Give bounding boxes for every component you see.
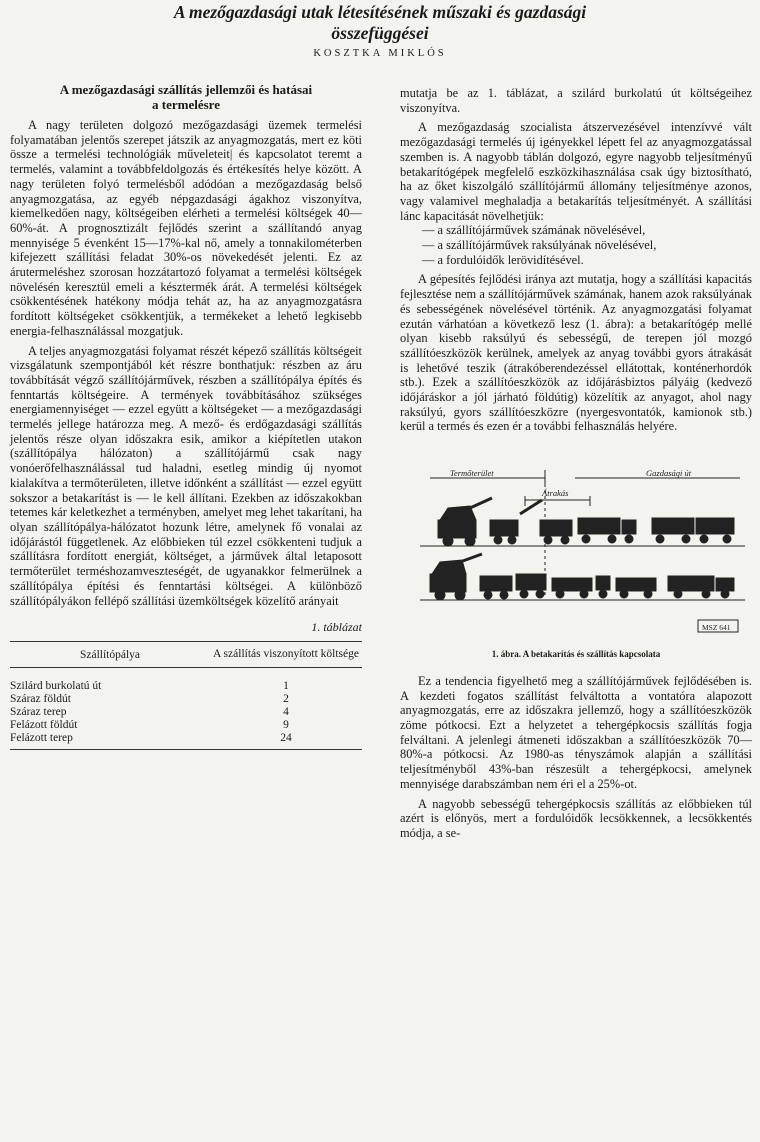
figure-caption: 1. ábra. A betakarítás és szállítás kapcsolata: [491, 649, 661, 660]
table-cell-track: Felázott földút: [10, 718, 78, 731]
right-column: [400, 86, 752, 841]
title-line-1: A mezőgazdasági utak létesítésének műszaki és gazdasági: [173, 2, 587, 22]
cost-table: [10, 641, 362, 750]
table-header-row: [10, 642, 362, 668]
figure-code: MSZ 641: [702, 623, 731, 633]
paragraph: mutatja be az 1. táblázat, a szilárd burkolatú út költségeihez viszonyítva.: [400, 86, 752, 115]
section-heading-line-1: A mezőgazdasági szállítás jellemzői és hatásai: [59, 82, 313, 97]
table-caption: 1. táblázat: [311, 620, 362, 635]
title-line-2: összefüggései: [331, 23, 429, 43]
paragraph: A nagyobb sebességű tehergépkocsis szállítás az előbbieken túl azért is előnyös, mert a fordulóidők lecsökkennek, a lecsökkentés módja, a se-: [400, 796, 752, 840]
table-cell-cost: 9: [283, 718, 289, 731]
table-cell-cost: 1: [283, 679, 289, 692]
paragraph: A mezőgazdaság szocialista átszervezésével intenzívvé vált mezőgazdasági termelés új igényekkel lépett fel az anyagmozgatással szemben is. A nagyobb táblán dolgozó, egyre nagyobb teljesítményű betakarítógépek megfelelő eszközkihasználása csak úgy biztosítható, ha az őket kiszolgáló szállítójármű állomány teljesítménye azonos, vagy valamivel meghaladja a betakarítás teljesítményét. A szállítási lánc kapacitását növelhetjük:: [400, 120, 752, 223]
table-cell-cost: 24: [280, 731, 292, 744]
section-heading: [10, 82, 362, 112]
list-item: — a szállítójárművek raksúlyának növelésével,: [422, 238, 657, 253]
table-row: [10, 680, 362, 693]
table-cell-cost: 2: [283, 692, 289, 705]
table-cell-track: Szilárd burkolatú út: [10, 679, 102, 692]
table-row: [10, 693, 362, 706]
table-row: [10, 732, 362, 745]
figure-label-field: Termőterület: [450, 468, 494, 479]
table-body: [10, 668, 362, 749]
table-header-track: Szállítópálya: [79, 648, 141, 661]
paragraph: A nagy területen dolgozó mezőgazdasági üzemek termelési folyamatában jelentős szerepet játszik az anyagmozgatás, mert ez köti össze a termelési technológiák műveleteit| és kapcsolatot teremt a termelés, valamint a továbbfeldolgozás és értékesítés helye között. A nagy területen folyó termelésből adódóan a mezőgazdaság belső anyagmozgatása, az egyéb népgazdasági ágakhoz viszonyítva, kiemelkedően nagy, költségeiben elérheti a termelési költségek 40—60%-át. A prognosztizált fejlődés szerint a szállítandó anyag mennyisége 5 évenként 15—17%-kal nő, amely a tonnakilométerben kifejezett szállítási feladat 30%-os növekedését jelenti. Ez az árutermeléshez szorosan hozzátartozó folyamat a termelési költségek növelésén keresztül emeli a késztermék árát. A termelési költségek csökkentésének hatékony módja tehát az, ha az anyagmozgatásra fordított költségeket csökkentjük, a termékeket a lehető legkisebb energia-felhasználással mozgatjuk.: [10, 118, 362, 338]
table-header-cost: A szállítás viszonyított költsége: [213, 647, 359, 660]
table-cell-track: Száraz terep: [10, 705, 67, 718]
table-row: [10, 706, 362, 719]
table-row: [10, 719, 362, 732]
figure-label-road: Gazdasági út: [646, 468, 692, 479]
figure-label-transfer: Átrakás: [542, 488, 569, 499]
paragraph: A gépesítés fejlődési iránya azt mutatja, hogy a szállítási kapacitás fejlesztése nem a szállítójárművek számának, hanem azok raksúlyának és sebességének növelésével történik. Az anyagmozgatási folyamat ezután várhatóan a következő lesz (1. ábra): a betakarítógép mellé olyan kisebb raksúlyú és sebességű, de terepen jól mozgó szállítóeszközök kerülnek, amelyek az anyag további gyors átrakását is lehetővé teszik (átrakóberendezéssel ellátottak, konténerhordók stb.). Ezek a szállítóeszközök az időjárásbiztos pályáig (kedvező időjáráskor a jól járható földútig) közelítik az anyagot, ahol nagy raksúlyú, gyors szállítóeszközre (nyergesvontatók, kamionok stb.) kerül a termés és ezen ér a további felhasználás helyére.: [400, 272, 752, 434]
article-title: [0, 2, 760, 44]
left-column: [10, 82, 362, 750]
table-cell-track: Száraz földút: [10, 692, 71, 705]
table-cell-track: Felázott terep: [10, 731, 73, 744]
author-name: KOSZTKA MIKLÓS: [313, 48, 447, 59]
list-item: — a szállítójárművek számának növelésével,: [422, 223, 646, 238]
figure-harvest-transport: [400, 448, 752, 643]
table-cell-cost: 4: [283, 705, 289, 718]
paragraph: A teljes anyagmozgatási folyamat részét képező szállítás költségeit vizsgálatunk szempontjából két részre bonthatjuk: részben az áru továbbítását végző szállítójárművek, részben a szállítópálya építés és fenntartás költségeire. A termények továbbításához szükséges energiamennyiséget — ezzel együtt a költségeket — a mezőgazdasági termelés jellege határozza meg. A mező- és erdőgazdasági szállítás jelentős része olyan időszakra esik, amikor a kiépítetlen utakon (szállítópálya hálózaton) a szállítójármű csak nagy vonóerőfelhasználással tud haladni, esetleg mindig új nyomot kialakítva a termőterületen, illetve időnként a szállítást — ezzel együtt sokszor a betakarítást is — le kell állítani. Ezekben az időszakokban tetemes kár keletkezhet a terményben, amelyet meg lehet takarítani, ha olyan szállítópálya-hálózatot hozunk létre, amelynek fő vonalai az időjárástól függetlenek. Az előbbieken túl ezzel csökkenteni tudjuk a szállításra fordított energiát, költséget, a járművek által letaposott termőterület terméshozamveszteségét, de ugyanakkor felmerülnek a szállítópálya építési és fenntartási költségei. A különböző szállítópályákon fellépő szállítási üzemköltségek közelítő arányait: [10, 343, 362, 608]
list-item: — a fordulóidők lerövidítésével.: [422, 252, 584, 267]
section-heading-line-2: a termelésre: [152, 97, 220, 112]
paragraph: Ez a tendencia figyelhető meg a szállítójárművek fejlődésében is. A kezdeti fogatos szállítást felváltotta a vontatóra alapozott anyagmozgatás, erre az időszakra jellemző, hogy a szállítóeszközök zöme pótkocsi. Ezt a helyzetet a tehergépkocsis szállítás fogja felváltani. A jelenlegi átmeneti időszakban a szállítóeszközök 70—80%-a pótkocsi. Az 1980-as tényszámok alapján a szállítási teljesítményből 43%-ban részesült a tehergépkocsi, amelynek mennyisége darabszámban nem éri el a 25%-ot.: [400, 673, 752, 791]
